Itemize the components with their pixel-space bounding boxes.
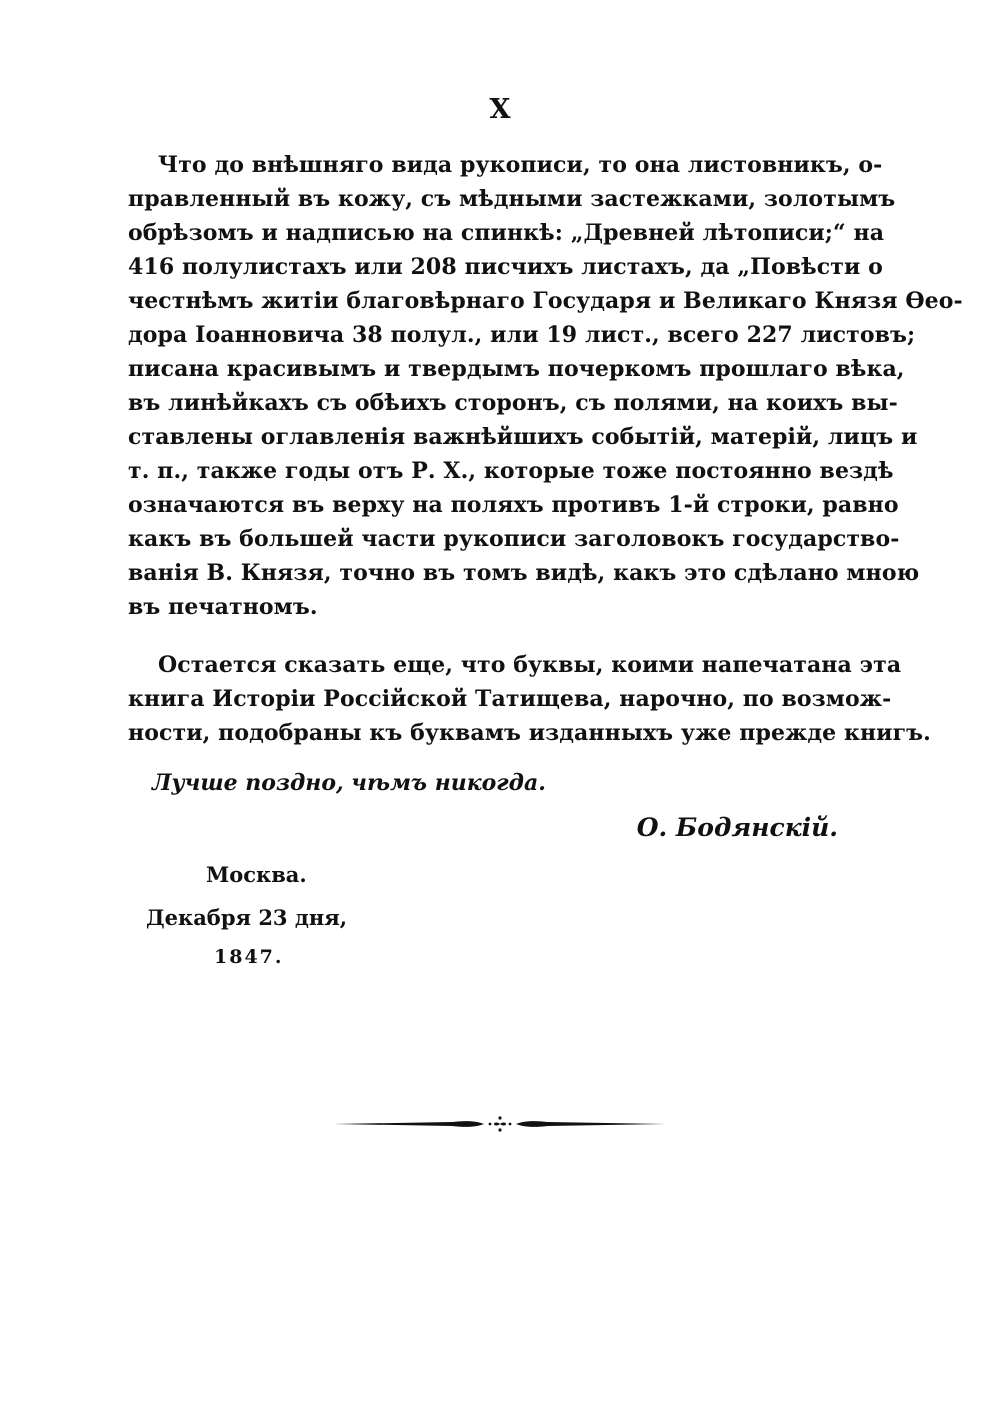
text-line: означаются въ верху на поляхъ противъ 1-й строки, равно — [128, 492, 899, 518]
text-line: ставлены оглавленія важнѣйшихъ событій, матерій, лицъ и — [128, 424, 918, 450]
text-line: въ линѣйкахъ съ обѣихъ сторонъ, съ полями, на коихъ вы- — [128, 390, 898, 416]
text-line: 416 полулистахъ или 208 писчихъ листахъ, да „Повѣсти о — [128, 254, 883, 280]
text-line: правленный въ кожу, съ мѣдными застежками, золотымъ — [128, 186, 896, 212]
text-line: какъ въ большей части рукописи заголовокъ государство- — [128, 526, 900, 552]
closing-phrase: Лучше поздно, чѣмъ никогда. — [152, 770, 546, 796]
text-line: Что до внѣшняго вида рукописи, то она листовникъ, о- — [158, 152, 883, 178]
text-line: Остается сказать еще, что буквы, коими напечатана эта — [158, 652, 902, 678]
text-line: въ печатномъ. — [128, 594, 318, 620]
text-line: т. п., также годы отъ Р. Х., которые тоже постоянно вездѣ — [128, 458, 894, 484]
text-line: ванія В. Князя, точно въ томъ видѣ, какъ это сдѣлано мною — [128, 560, 920, 586]
text-line: писана красивымъ и твердымъ почеркомъ прошлаго вѣка, — [128, 356, 905, 382]
date-line: Декабря 23 дня, — [146, 905, 348, 930]
author-signature: О. Бодянскій. — [636, 813, 838, 842]
text-line: обрѣзомъ и надписью на спинкѣ: „Древней лѣтописи;“ на — [128, 220, 885, 246]
text-line: честнѣмъ житіи благовѣрнаго Государя и Великаго Князя Ѳео- — [128, 288, 963, 314]
ornamental-divider — [334, 1110, 666, 1140]
place-line: Москва. — [206, 862, 307, 887]
text-line: дора Іоанновича 38 полул., или 19 лист., всего 227 листовъ; — [128, 322, 916, 348]
page-number: X — [489, 94, 511, 125]
year-line: 1847. — [214, 946, 284, 968]
text-line: ности, подобраны къ буквамъ изданныхъ уже прежде книгъ. — [128, 720, 931, 746]
text-line: книга Исторіи Россійской Татищева, нарочно, по возмож- — [128, 686, 892, 712]
